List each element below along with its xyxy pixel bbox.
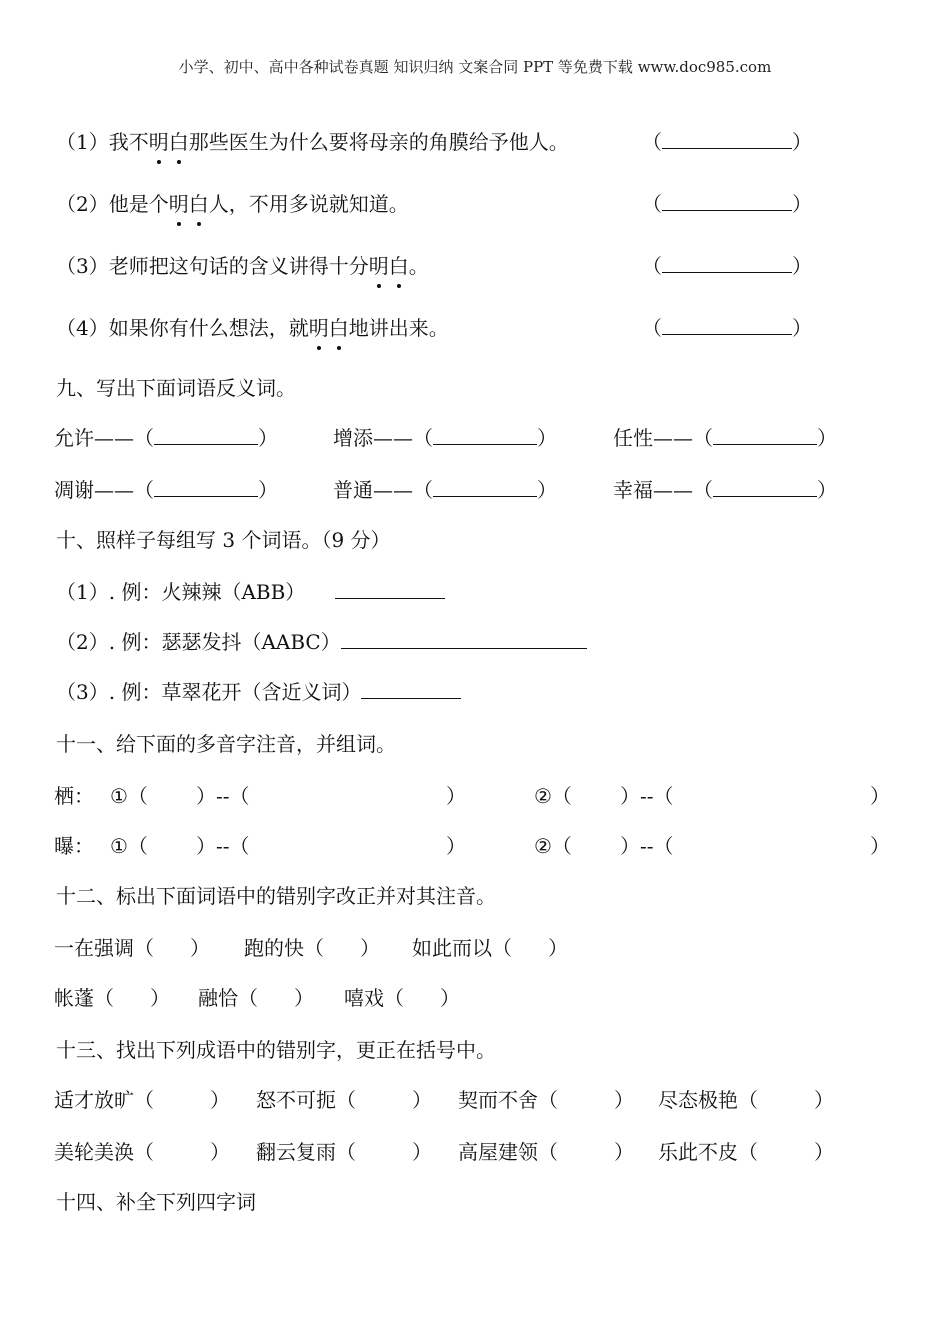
q9-item[interactable]: 幸福——（ ）: [613, 478, 837, 502]
pinyin-slot[interactable]: ②（: [534, 784, 572, 808]
word-slot[interactable]: ）--（: [196, 784, 250, 808]
q9-item[interactable]: 允许——（ ）: [54, 426, 278, 450]
dotted-char: 明: [168, 192, 189, 216]
dotted-char: 白: [388, 254, 409, 278]
q9-item[interactable]: 任性——（ ）: [613, 426, 837, 450]
q12-title: 十二、标出下面词语中的错别字改正并对其注音。: [56, 884, 496, 908]
word-slot[interactable]: ）--（: [620, 784, 674, 808]
q8-item-2: （2）他是个明白人，不用多说就知道。: [56, 192, 409, 216]
q12-item[interactable]: 跑的快（ ）: [244, 936, 380, 960]
q13-title: 十三、找出下列成语中的错别字，更正在括号中。: [56, 1038, 496, 1062]
q10-title: 十、照样子每组写 3 个词语。（9 分）: [56, 528, 391, 552]
q9-item[interactable]: 凋谢——（ ）: [54, 478, 278, 502]
q12-item[interactable]: 融恰（ ）: [198, 986, 314, 1010]
dotted-char: 明: [308, 316, 329, 340]
q9-item[interactable]: 增添——（ ）: [333, 426, 557, 450]
q9-item[interactable]: 普通——（ ）: [333, 478, 557, 502]
q11-title: 十一、给下面的多音字注音，并组词。: [56, 732, 396, 756]
dotted-char: 白: [328, 316, 349, 340]
q14-title: 十四、补全下列四字词: [56, 1190, 256, 1214]
answer-blank-1[interactable]: （ ）: [642, 130, 812, 154]
answer-blank-2[interactable]: （ ）: [642, 192, 812, 216]
q13-item[interactable]: 怒不可扼（ ）: [256, 1088, 432, 1112]
q9-title: 九、写出下面词语反义词。: [56, 376, 296, 400]
dotted-char: 白: [168, 130, 189, 154]
q13-item[interactable]: 翻云复雨（ ）: [256, 1140, 432, 1164]
q10-item-1[interactable]: （1）. 例：火辣辣（ABB）: [56, 578, 445, 606]
word-slot[interactable]: ）--（: [620, 834, 674, 858]
q10-item-3[interactable]: （3）. 例：草翠花开（含近义词）: [56, 678, 461, 706]
q11-char-2: 曝：: [54, 834, 94, 858]
dotted-char: 白: [188, 192, 209, 216]
q8-item-1: （1）我不明白那些医生为什么要将母亲的角膜给予他人。: [56, 130, 569, 154]
q13-item[interactable]: 契而不舍（ ）: [458, 1088, 634, 1112]
q13-item[interactable]: 高屋建领（ ）: [458, 1140, 634, 1164]
q10-item-2[interactable]: （2）. 例：瑟瑟发抖（AABC）: [56, 628, 587, 656]
q13-item[interactable]: 乐此不皮（ ）: [658, 1140, 834, 1164]
pinyin-slot[interactable]: ①（: [110, 834, 148, 858]
q12-item[interactable]: 帐蓬（ ）: [54, 986, 170, 1010]
q12-item[interactable]: 如此而以（ ）: [412, 936, 568, 960]
q13-item[interactable]: 尽态极艳（ ）: [658, 1088, 834, 1112]
pinyin-slot[interactable]: ②（: [534, 834, 572, 858]
q12-item[interactable]: 嘻戏（ ）: [344, 986, 460, 1010]
q12-item[interactable]: 一在强调（ ）: [54, 936, 210, 960]
q8-item-3: （3）老师把这句话的含义讲得十分明白。: [56, 254, 429, 278]
pinyin-slot[interactable]: ①（: [110, 784, 148, 808]
answer-blank-3[interactable]: （ ）: [642, 254, 812, 278]
word-slot[interactable]: ）--（: [196, 834, 250, 858]
dotted-char: 明: [368, 254, 389, 278]
dotted-char: 明: [148, 130, 169, 154]
q8-item-4: （4）如果你有什么想法，就明白地讲出来。: [56, 316, 449, 340]
answer-blank-4[interactable]: （ ）: [642, 316, 812, 340]
q11-char-1: 栖：: [54, 784, 94, 808]
q13-item[interactable]: 适才放旷（ ）: [54, 1088, 230, 1112]
page-header: 小学、初中、高中各种试卷真题 知识归纳 文案合同 PPT 等免费下载 www.doc985.com: [178, 58, 772, 76]
q13-item[interactable]: 美轮美涣（ ）: [54, 1140, 230, 1164]
